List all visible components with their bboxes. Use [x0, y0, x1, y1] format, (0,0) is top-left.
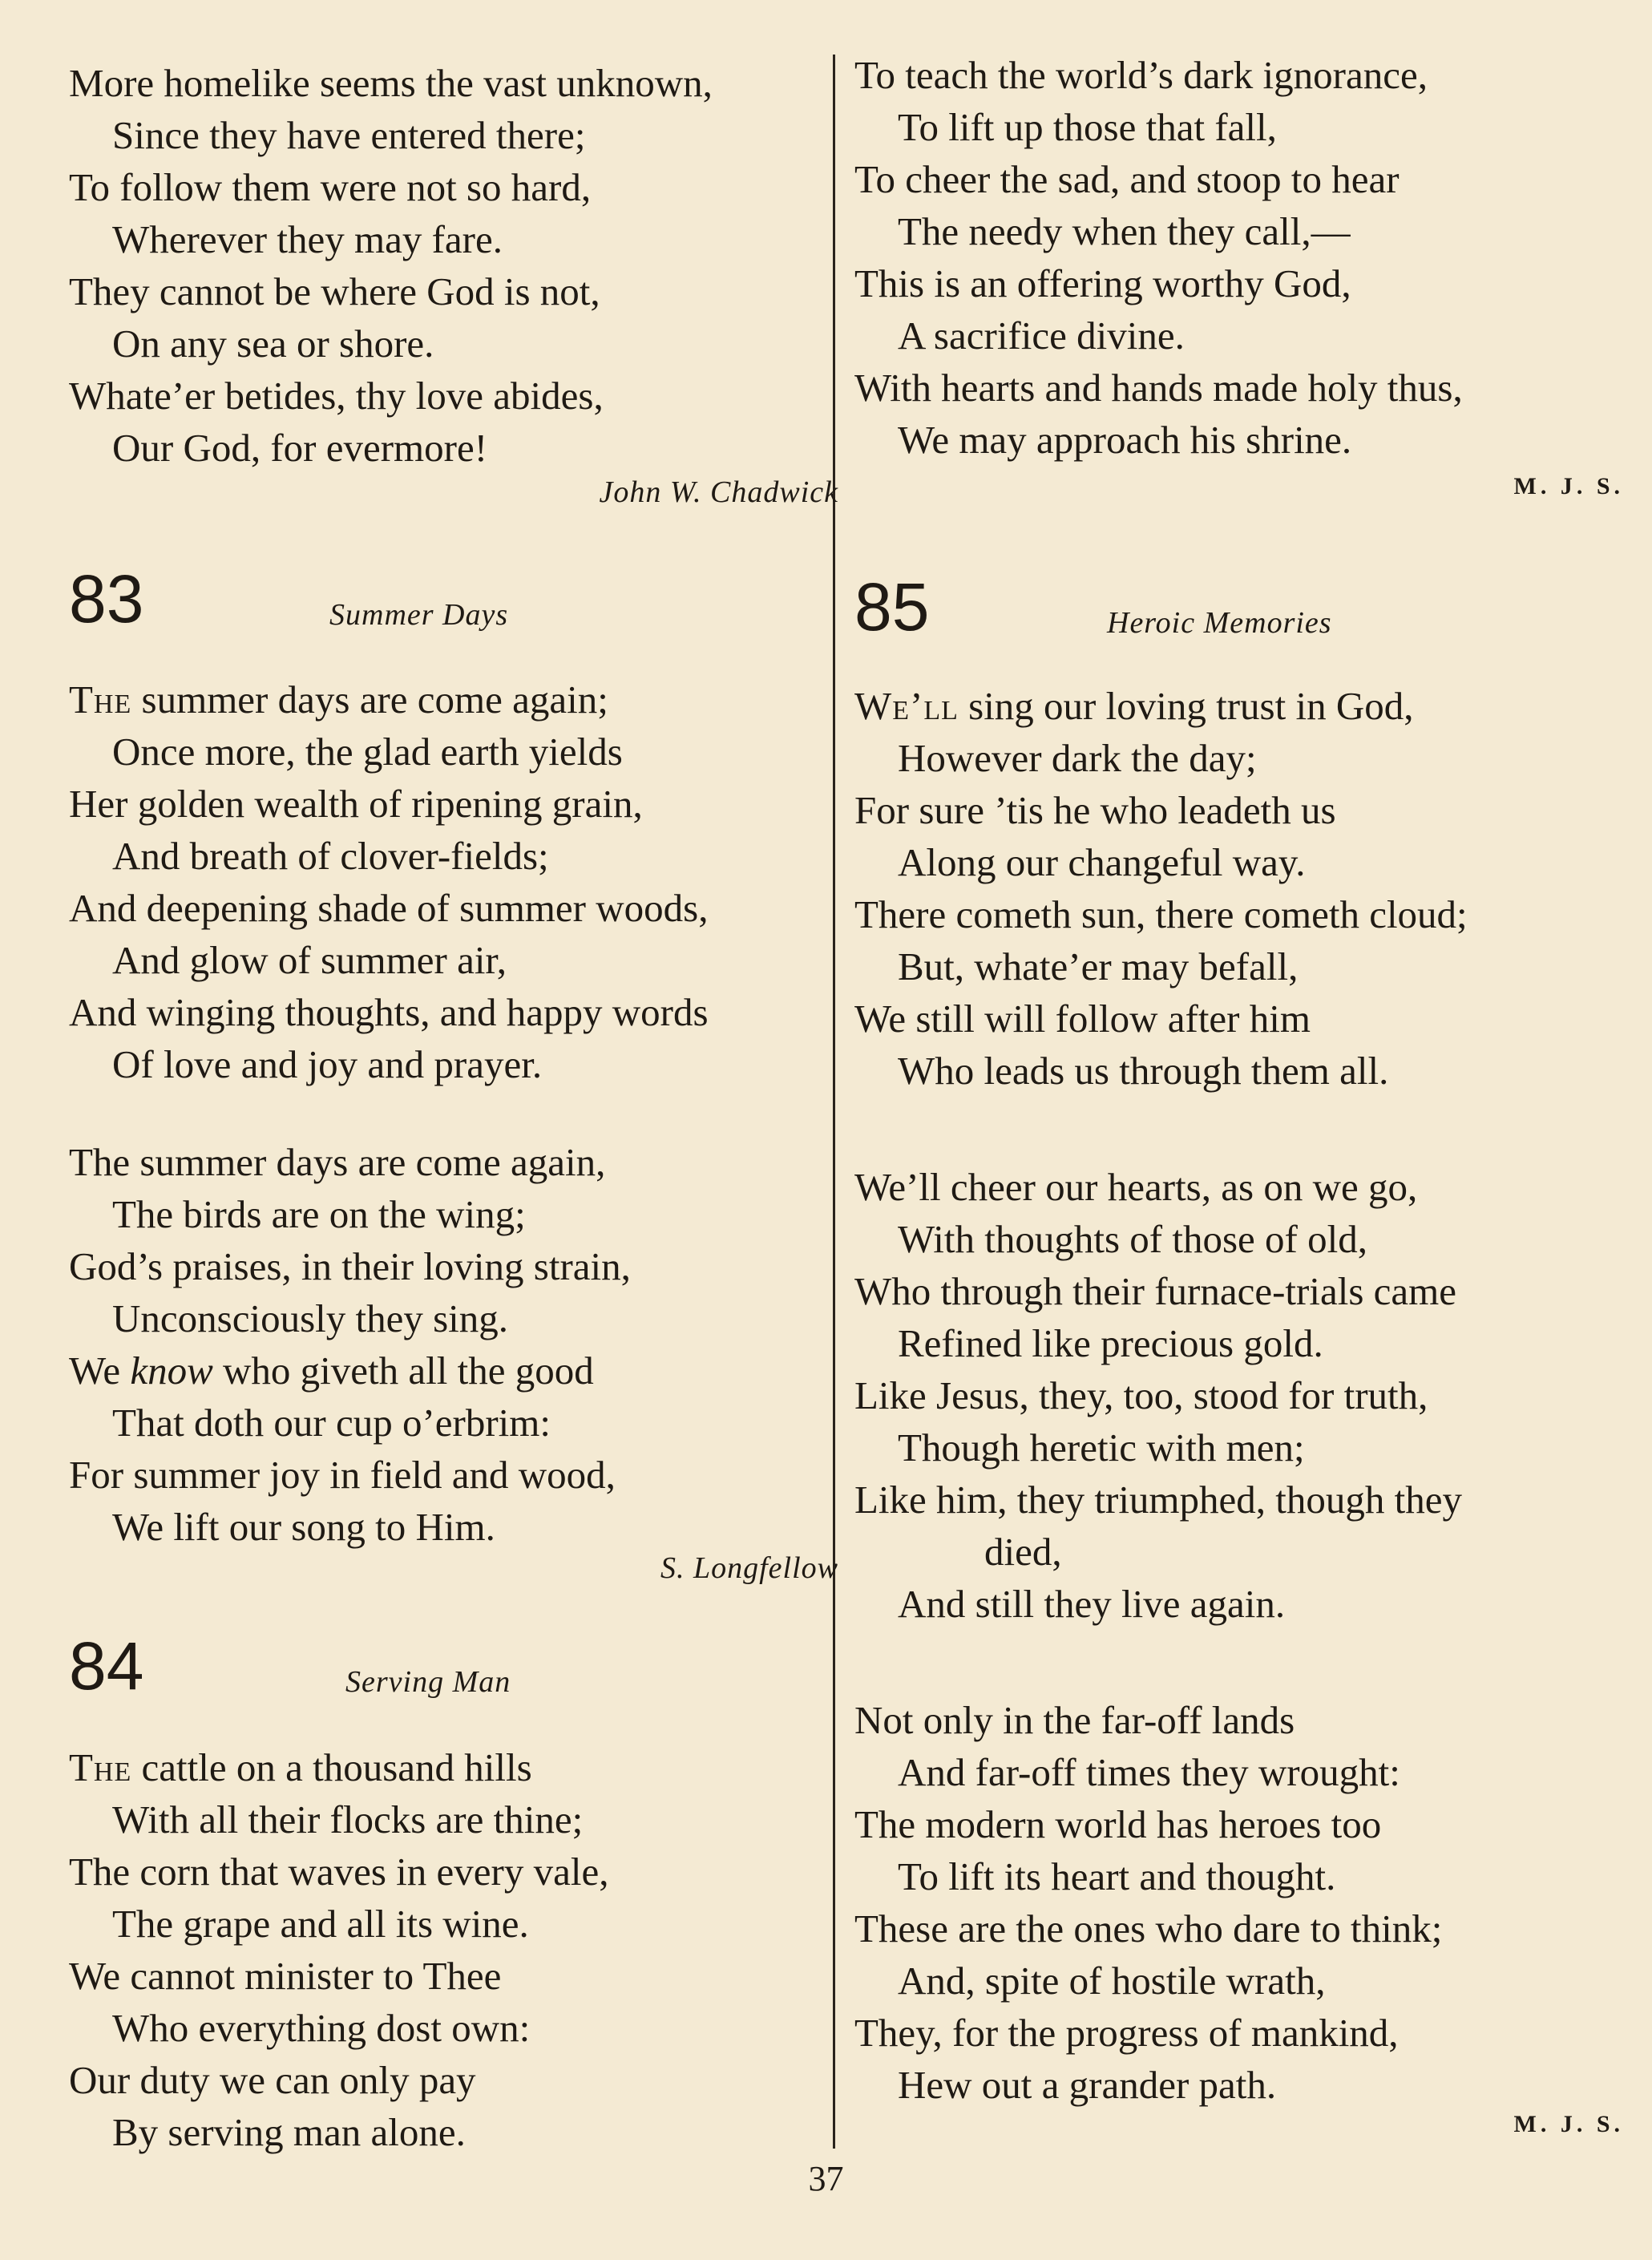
poem-line: [69, 1745, 532, 1791]
poem-line: For sure ’tis he who leadeth us: [854, 788, 1336, 832]
poem-line: The birds are on the wing;: [112, 1192, 526, 1236]
poem-line: The grape and all its wine.: [112, 1902, 529, 1946]
poem-line: Refined like precious gold.: [898, 1321, 1323, 1365]
poem-line: Wherever they may fare.: [112, 217, 503, 261]
poem-line: On any sea or shore.: [112, 321, 434, 366]
poem-line: Along our changeful way.: [898, 840, 1306, 884]
poem-line: Once more, the glad earth yields: [112, 730, 623, 774]
poem-line: The summer days are come again,: [69, 1140, 606, 1184]
poem-line: Our God, for evermore!: [112, 426, 488, 470]
poem-line: That doth our cup o’erbrim:: [112, 1401, 551, 1445]
line-start: We: [69, 1348, 121, 1393]
poem-line: The needy when they call,—: [898, 209, 1351, 253]
poem-line: More homelike seems the vast unknown,: [69, 61, 713, 105]
poem-line: Unconsciously they sing.: [112, 1296, 509, 1340]
poem-line: [69, 677, 608, 723]
hymn-title: Serving Man: [345, 1665, 511, 1699]
drop-word: We’ll: [854, 684, 959, 728]
poem-line: However dark the day;: [898, 736, 1257, 780]
poem-line: We still will follow after him: [854, 997, 1311, 1041]
poem-line: Who leads us through them all.: [898, 1049, 1389, 1093]
poem-line: And deepening shade of summer woods,: [69, 886, 709, 930]
poem-line: By serving man alone.: [112, 2110, 466, 2154]
poem-line: Whate’er betides, thy love abides,: [69, 374, 604, 418]
hymn-number: 84: [69, 1628, 144, 1704]
poem-line: Who through their furnace-trials came: [854, 1269, 1457, 1313]
line-rest: summer days are come again;: [131, 677, 608, 722]
author-attribution: M. J. S.: [1513, 2111, 1624, 2137]
poem-line: We lift our song to Him.: [112, 1505, 495, 1549]
poem-line: Like him, they triumphed, though they: [854, 1478, 1463, 1522]
author-attribution: M. J. S.: [1513, 473, 1624, 499]
hymn-number: 85: [854, 569, 930, 645]
poem-line: The corn that waves in every vale,: [69, 1850, 609, 1894]
poem-line: To lift up those that fall,: [898, 105, 1277, 149]
poem-line: They cannot be where God is not,: [69, 269, 600, 313]
hymn-title: Summer Days: [329, 598, 509, 632]
author-attribution: S. Longfellow: [660, 1551, 838, 1585]
poem-line: With all their flocks are thine;: [112, 1797, 584, 1842]
poem-line: And glow of summer air,: [112, 938, 507, 982]
poem-line: We’ll cheer our hearts, as on we go,: [854, 1165, 1418, 1209]
poem-line: Not only in the far-off lands: [854, 1698, 1295, 1742]
emphasis-word: know: [130, 1348, 213, 1393]
line-rest: cattle on a thousand hills: [131, 1745, 532, 1789]
poem-line: These are the ones who dare to think;: [854, 1906, 1443, 1951]
poem-line: Her golden wealth of ripening grain,: [69, 782, 643, 826]
poem-line: And far-off times they wrought:: [898, 1750, 1400, 1794]
poem-line: With hearts and hands made holy thus,: [854, 366, 1463, 410]
line-rest: who giveth all the good: [212, 1348, 594, 1393]
poem-line: [854, 683, 1413, 730]
poem-line: To teach the world’s dark ignorance,: [854, 53, 1428, 97]
poem-line: Since they have entered there;: [112, 113, 586, 157]
hymn-number: 83: [69, 561, 144, 637]
poem-line: They, for the progress of mankind,: [854, 2011, 1399, 2055]
poem-line: Like Jesus, they, too, stood for truth,: [854, 1373, 1428, 1417]
poem-line: There cometh sun, there cometh cloud;: [854, 892, 1468, 936]
poem-line: We may approach his shrine.: [898, 418, 1352, 462]
poem-line: Though heretic with men;: [898, 1425, 1305, 1470]
poem-line: God’s praises, in their loving strain,: [69, 1244, 631, 1288]
column-divider: [833, 55, 835, 2149]
page-number: 37: [808, 2159, 844, 2198]
line-rest: sing our loving trust in God,: [958, 684, 1414, 728]
poem-line: With thoughts of those of old,: [898, 1217, 1367, 1261]
poem-line: [69, 1348, 594, 1394]
poem-line: Hew out a grander path.: [898, 2063, 1277, 2107]
hymn-title: Heroic Memories: [1107, 606, 1332, 640]
poem-line: But, whate’er may befall,: [898, 944, 1299, 988]
poem-line: And winging thoughts, and happy words: [69, 990, 709, 1034]
poem-line: We cannot minister to Thee: [69, 1954, 502, 1998]
drop-word: The: [69, 677, 132, 722]
poem-line: And still they live again.: [898, 1582, 1286, 1626]
poem-line: And breath of clover-fields;: [112, 834, 549, 878]
poem-line: To follow them were not so hard,: [69, 165, 592, 209]
author-attribution: John W. Chadwick: [599, 475, 838, 509]
poem-line: The modern world has heroes too: [854, 1802, 1382, 1846]
poem-line: A sacrifice divine.: [898, 313, 1185, 358]
poem-line: To cheer the sad, and stoop to hear: [854, 157, 1400, 201]
poem-line: This is an offering worthy God,: [854, 261, 1351, 305]
poem-line: Our duty we can only pay: [69, 2058, 476, 2102]
poem-line: Of love and joy and prayer.: [112, 1042, 543, 1086]
poem-line: To lift its heart and thought.: [898, 1854, 1336, 1898]
poem-line: For summer joy in field and wood,: [69, 1453, 616, 1497]
drop-word: The: [69, 1745, 132, 1789]
poem-line: And, spite of hostile wrath,: [898, 1959, 1326, 2003]
poem-line: Who everything dost own:: [112, 2006, 531, 2050]
poem-line: died,: [984, 1530, 1062, 1574]
